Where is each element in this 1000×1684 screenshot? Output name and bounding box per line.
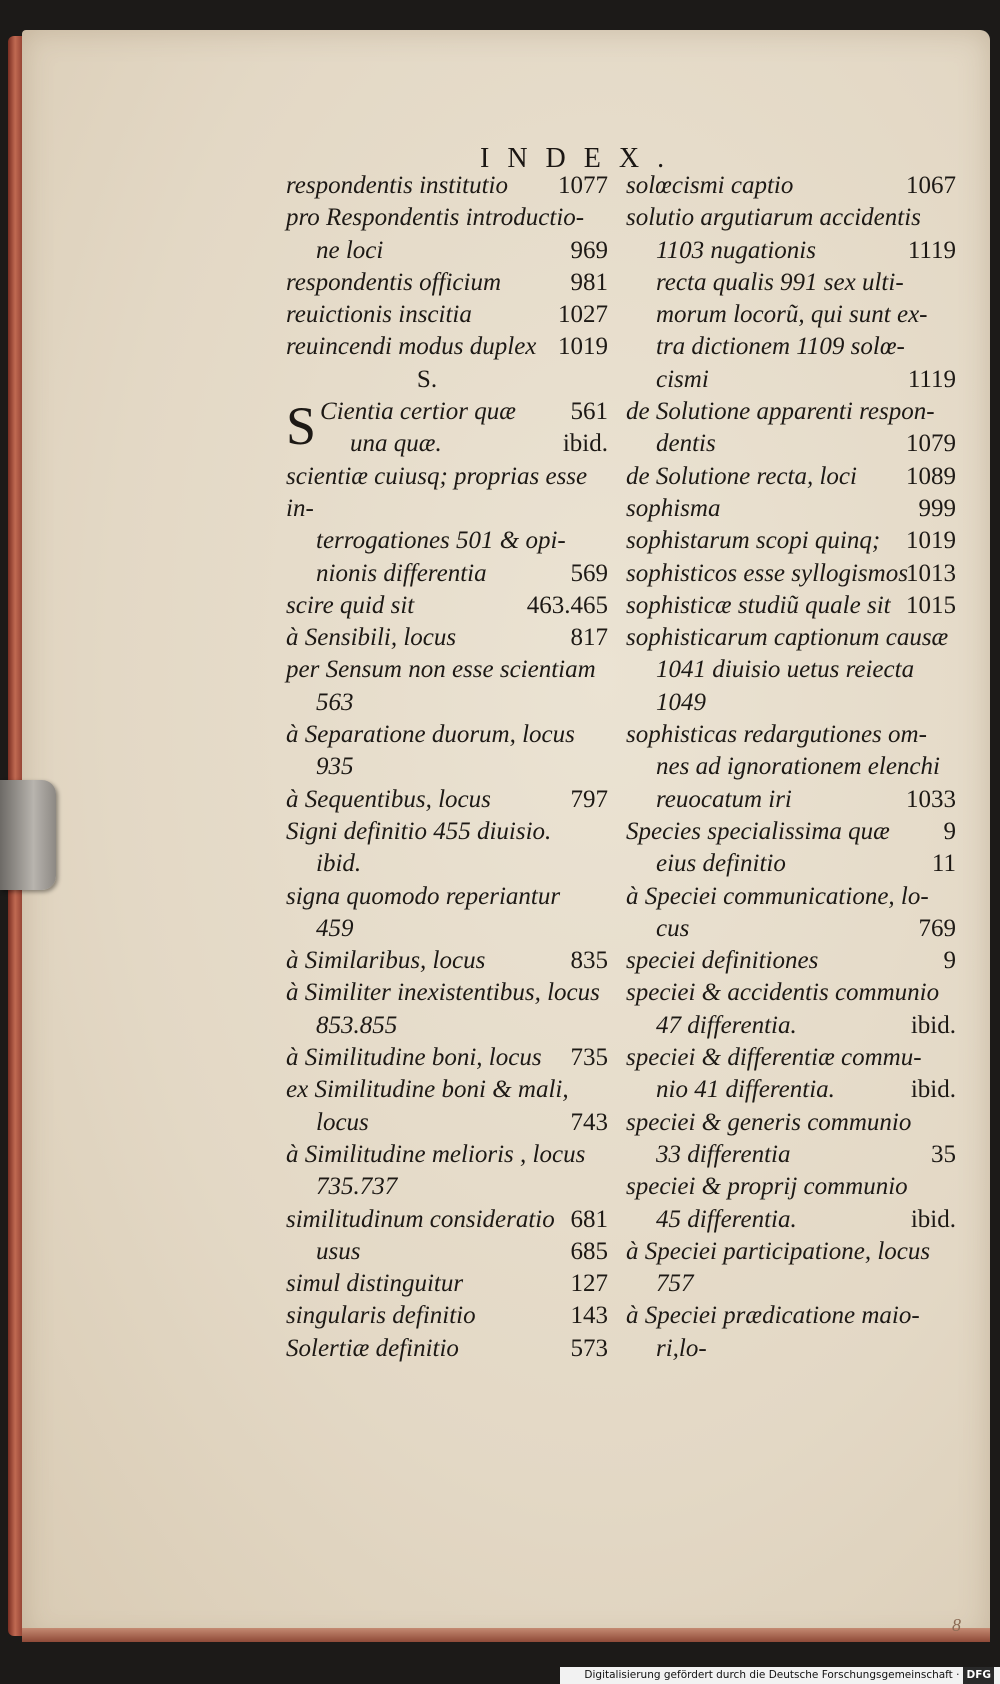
entry-page-number: ibid. (562, 430, 608, 458)
entry-text: S. (416, 365, 438, 393)
entry-page-number: 817 (570, 624, 608, 652)
entry-text: usus (316, 1237, 361, 1265)
index-entry (286, 784, 608, 816)
index-entry (626, 202, 956, 234)
entry-text: similitudinum consideratio (286, 1205, 555, 1233)
entry-text: pro Respondentis introductio- (286, 204, 585, 232)
entry-text: cismi (656, 365, 709, 393)
entry-page-number: 463.465 (526, 591, 608, 619)
entry-text: eius definitio (656, 850, 786, 878)
entry-text: sophisticas redargutiones om- (626, 721, 927, 749)
entry-page-number: 999 (918, 494, 956, 522)
entry-text: à Separatione duorum, locus (286, 721, 575, 749)
index-entry (626, 848, 956, 880)
entry-text: reuocatum iri (656, 785, 792, 813)
entry-page-number: ibid. (910, 1011, 956, 1039)
index-entry (626, 1300, 956, 1332)
entry-text: Species specialissima quæ (626, 817, 890, 845)
entry-page-number: 35 (931, 1140, 956, 1168)
entry-text: singularis definitio (286, 1302, 476, 1330)
entry-page-number: 1119 (907, 365, 956, 393)
index-entry (286, 687, 608, 719)
index-entry (286, 1236, 608, 1268)
index-entry (626, 816, 956, 848)
entry-text: solœcismi captio (626, 172, 794, 199)
index-entry (626, 751, 956, 783)
entry-text: speciei & generis communio (626, 1108, 912, 1136)
index-entry (286, 202, 608, 234)
entry-text: 45 differentia. (656, 1205, 797, 1233)
index-entry (626, 428, 956, 460)
index-entry (626, 719, 956, 751)
entry-page-number: 1019 (558, 333, 608, 361)
entry-page-number: 1019 (906, 527, 956, 555)
entry-text: cus (656, 914, 690, 942)
index-entry (286, 525, 608, 557)
entry-text: nionis differentia (316, 559, 487, 587)
entry-text: nio 41 differentia. (656, 1076, 835, 1104)
index-entry (286, 1107, 608, 1139)
entry-text: solutio argutiarum accidentis (626, 204, 921, 232)
index-entry (626, 654, 956, 686)
entry-page-number: 743 (570, 1108, 608, 1136)
index-entry (626, 493, 956, 525)
entry-page-number: 1015 (906, 591, 956, 619)
index-entry (286, 428, 608, 460)
entry-page-number: 681 (570, 1205, 608, 1233)
index-entry (286, 881, 608, 913)
entry-text: reuictionis inscitia (286, 301, 472, 329)
entry-text: à Similitudine melioris , locus (286, 1140, 586, 1168)
entry-page-number: 835 (570, 947, 608, 975)
entry-text: à Sensibili, locus (286, 624, 457, 652)
entry-text: à Similiter inexistentibus, locus (286, 979, 600, 1007)
index-entry (626, 1333, 956, 1365)
index-entry (626, 784, 956, 816)
index-entry (286, 1204, 608, 1236)
index-entry (626, 396, 956, 428)
index-entry (286, 751, 608, 783)
index-entry (626, 1236, 956, 1268)
entry-text: speciei definitiones (626, 947, 819, 975)
entry-page-number: 561 (570, 398, 608, 426)
index-entry (626, 1107, 956, 1139)
index-entry (286, 558, 608, 590)
index-entry (626, 1042, 956, 1074)
running-head: INDEX. (480, 143, 683, 174)
index-entry (286, 654, 608, 686)
entry-text: 563 (316, 688, 354, 716)
index-entry (286, 1268, 608, 1300)
index-entry (286, 1139, 608, 1171)
index-column-left (286, 170, 608, 1365)
index-entry (626, 945, 956, 977)
entry-text: 1049 (656, 688, 706, 716)
index-entry (286, 1010, 608, 1042)
entry-text: 735.737 (316, 1173, 398, 1201)
index-entry (286, 816, 608, 848)
entry-text: 1103 nugationis (656, 236, 816, 264)
entry-text: à Similitudine boni, locus (286, 1044, 542, 1072)
entry-text: Solertiæ definitio (286, 1334, 459, 1362)
index-entry (626, 558, 956, 590)
index-entry (626, 687, 956, 719)
entry-page-number: 9 (943, 947, 956, 975)
entry-page-number: 1089 (906, 462, 956, 490)
entry-page-number: 1079 (906, 430, 956, 458)
entry-text: simul distinguitur (286, 1270, 464, 1298)
entry-text: 1041 diuisio uetus reiecta (656, 656, 915, 684)
index-entry (286, 913, 608, 945)
index-entry (286, 1074, 608, 1106)
entry-text: 47 differentia. (656, 1011, 797, 1039)
entry-text: ne loci (316, 236, 384, 264)
footer-text: Digitalisierung gefördert durch die Deutsche Forschungsgemeinschaft · (584, 1669, 960, 1681)
entry-text: scientiæ cuiusq; proprias esse in- (286, 462, 588, 522)
index-entry (286, 1333, 608, 1365)
index-entry (626, 590, 956, 622)
entry-page-number: ibid. (910, 1076, 956, 1104)
entry-text: per Sensum non esse scientiam (286, 656, 596, 684)
entry-text: sophistarum scopi quinq; (626, 527, 881, 555)
index-entry (626, 1268, 956, 1300)
index-entry (626, 1139, 956, 1171)
index-entry (286, 331, 608, 363)
index-entry (286, 235, 608, 267)
entry-text: Cientia certior quæ (320, 398, 516, 426)
entry-text: locus (316, 1108, 369, 1136)
entry-text: ibid. (316, 850, 362, 878)
index-entry (626, 1204, 956, 1236)
entry-text: 757 (656, 1270, 694, 1298)
index-entry (286, 1042, 608, 1074)
entry-page-number: 569 (570, 559, 608, 587)
entry-page-number: 1027 (558, 301, 608, 329)
entry-page-number: 11 (931, 850, 956, 878)
entry-text: à Sequentibus, locus (286, 785, 491, 813)
entry-text: una quæ. (350, 430, 442, 458)
index-entry (286, 461, 608, 526)
index-entry (286, 590, 608, 622)
entry-text: terrogationes 501 & opi- (316, 527, 566, 555)
entry-text: 935 (316, 753, 354, 781)
index-entry (626, 977, 956, 1009)
entry-text: sophisma (626, 494, 721, 522)
entry-text: Signi definitio 455 diuisio. (286, 817, 552, 845)
entry-text: scire quid sit (286, 591, 415, 619)
entry-text: speciei & differentiæ commu- (626, 1044, 922, 1072)
index-entry (286, 977, 608, 1009)
index-entry (286, 267, 608, 299)
letter-heading (286, 364, 608, 396)
index-entry (286, 719, 608, 751)
entry-page-number: 1013 (906, 559, 956, 587)
index-entry (626, 622, 956, 654)
index-entry (626, 881, 956, 913)
index-entry (286, 945, 608, 977)
entry-text: morum locorũ, qui sunt ex- (656, 301, 928, 329)
entry-page-number: 969 (570, 236, 608, 264)
entry-text: 853.855 (316, 1011, 398, 1039)
entry-text: speciei & accidentis communio (626, 979, 940, 1007)
index-entry (626, 1010, 956, 1042)
index-entry (286, 1300, 608, 1332)
digitization-footer (560, 1667, 1000, 1684)
index-entry (626, 525, 956, 557)
dfg-logo: DFG (963, 1667, 994, 1684)
index-entry (626, 235, 956, 267)
entry-page-number: 769 (918, 914, 956, 942)
entry-page-number: 1033 (906, 785, 956, 813)
index-entry (626, 1171, 956, 1203)
entry-page-number: 1119 (907, 236, 956, 264)
entry-text: sophisticæ studiũ quale sit (626, 591, 891, 619)
entry-text: respondentis officium (286, 268, 502, 296)
entry-text: sophisticos esse syllogismos (626, 559, 908, 587)
drop-initial: S (286, 396, 317, 457)
entry-text: recta qualis 991 sex ulti- (656, 268, 904, 296)
entry-page-number: 1067 (906, 172, 956, 199)
folio-mark: 8 (952, 1615, 961, 1635)
index-entry (626, 913, 956, 945)
entry-text: ri,lo- (656, 1334, 707, 1362)
entry-text: à Speciei prædicatione maio- (626, 1302, 920, 1330)
entry-text: dentis (656, 430, 716, 458)
entry-text: nes ad ignorationem elenchi (656, 753, 940, 781)
entry-text: 33 differentia (656, 1140, 791, 1168)
entry-page-number: 735 (570, 1044, 608, 1072)
entry-page-number: 981 (570, 268, 608, 296)
entry-text: à Speciei communicatione, lo- (626, 882, 929, 910)
entry-page-number: ibid. (910, 1205, 956, 1233)
entry-page-number: 685 (570, 1237, 608, 1265)
index-entry (626, 461, 956, 493)
entry-page-number: 1077 (558, 172, 608, 199)
index-entry (626, 267, 956, 299)
entry-page-number: 143 (570, 1302, 608, 1330)
index-entry (626, 299, 956, 331)
index-entry (286, 170, 608, 202)
entry-page-number: 9 (943, 817, 956, 845)
entry-text: 459 (316, 914, 354, 942)
entry-text: ex Similitudine boni & mali, (286, 1076, 569, 1104)
entry-text: à Similaribus, locus (286, 947, 486, 975)
entry-text: speciei & proprij communio (626, 1173, 908, 1201)
entry-text: de Solutione apparenti respon- (626, 398, 935, 426)
entry-page-number: 573 (570, 1334, 608, 1362)
entry-text: signa quomodo reperiantur (286, 882, 561, 910)
index-entry (286, 848, 608, 880)
index-entry (286, 1171, 608, 1203)
index-entry (286, 622, 608, 654)
entry-text: tra dictionem 1109 solœ- (656, 333, 905, 361)
entry-text: reuincendi modus duplex (286, 333, 537, 361)
entry-text: sophisticarum captionum causæ (626, 624, 949, 652)
entry-text: respondentis institutio (286, 172, 508, 199)
book-clip (0, 780, 56, 890)
index-entry (626, 364, 956, 396)
page-bottom-edge (22, 1628, 990, 1642)
entry-text: à Speciei participatione, locus (626, 1237, 931, 1265)
entry-page-number: 127 (570, 1270, 608, 1298)
index-column-right (626, 170, 956, 1365)
index-entry (626, 1074, 956, 1106)
entry-text: de Solutione recta, loci (626, 462, 857, 490)
index-entry (626, 170, 956, 202)
index-entry (286, 299, 608, 331)
index-entry (626, 331, 956, 363)
entry-page-number: 797 (570, 785, 608, 813)
